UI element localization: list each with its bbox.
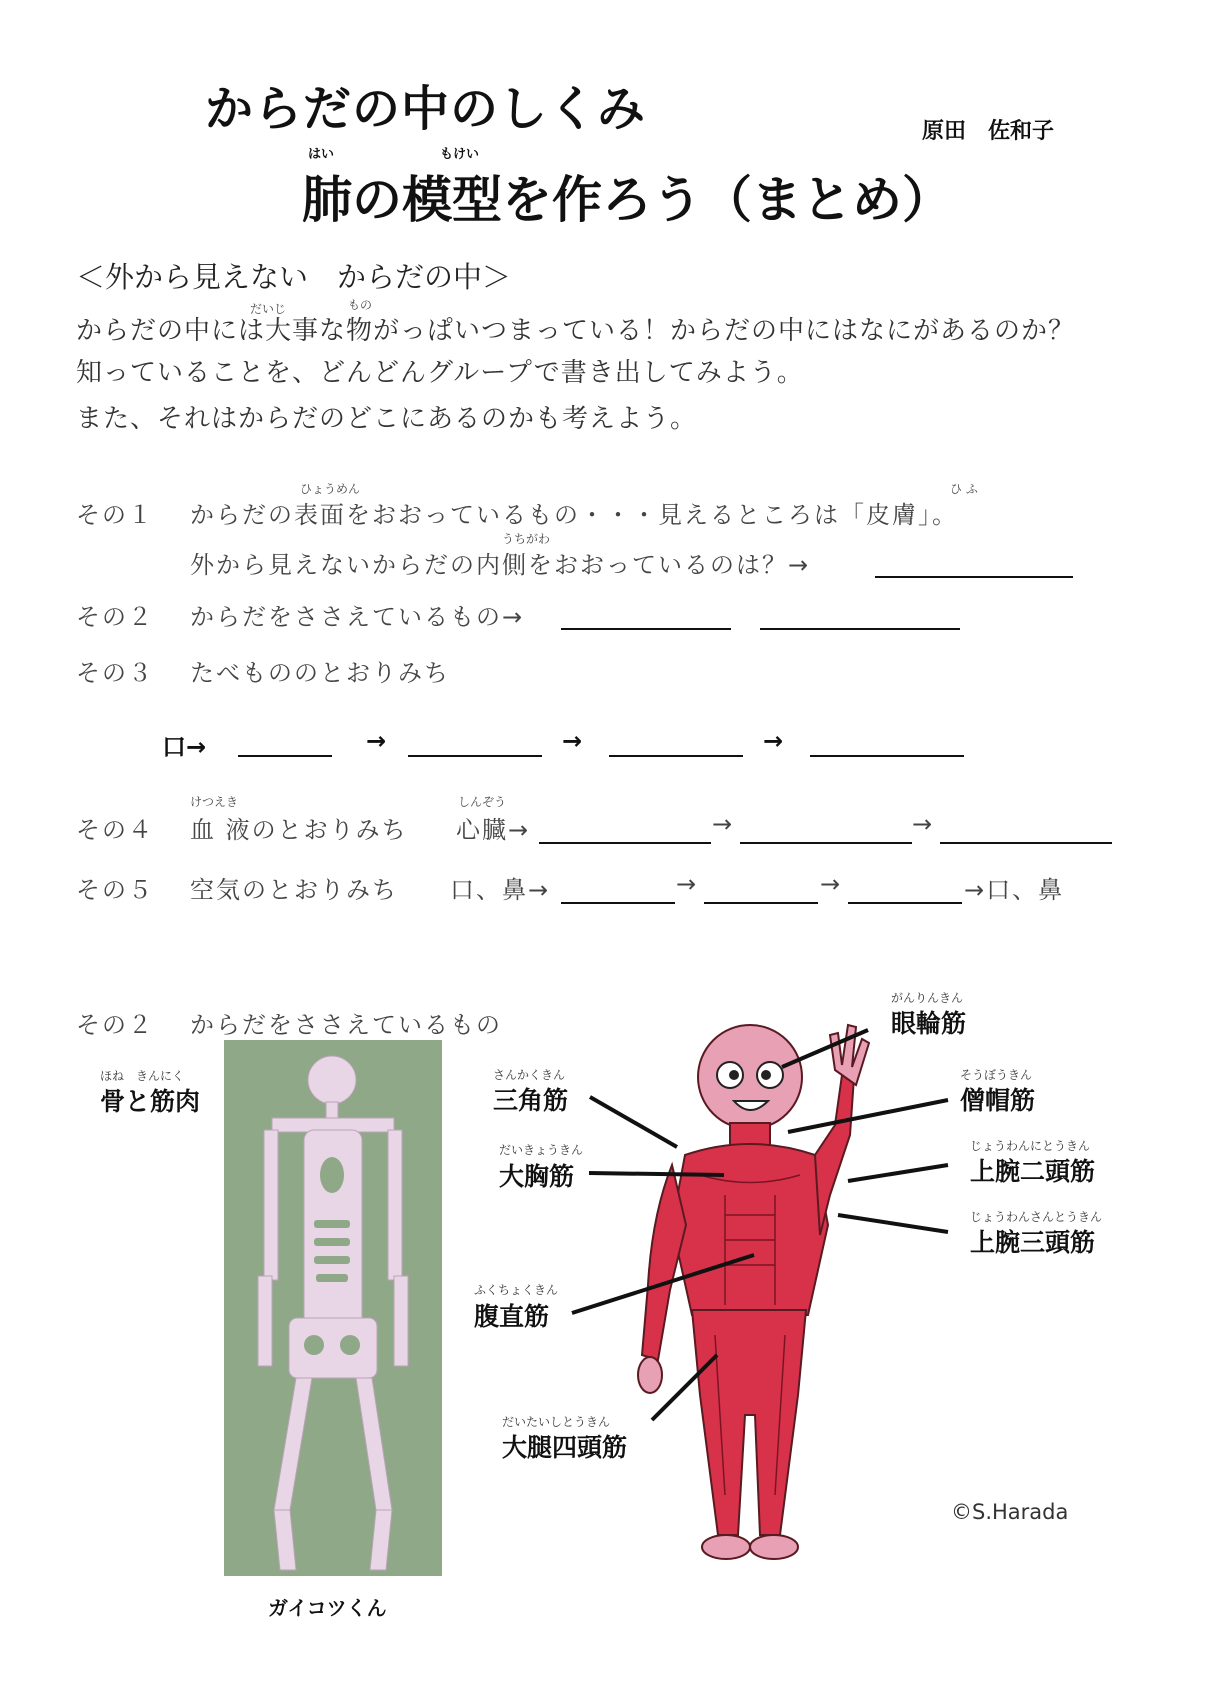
ruby-hai: はい <box>308 147 335 162</box>
q3-flow-start: 口→ <box>162 733 207 761</box>
photo-caption: ガイコツくん <box>268 1596 387 1620</box>
q5-start: 口、鼻→ <box>450 876 551 904</box>
label-fukuchokukin: 腹直筋 <box>474 1302 550 1331</box>
q4-arrow-2: → <box>912 810 935 838</box>
ruby-soubokin: そうぼうきん <box>960 1068 1033 1082</box>
q4-text: 血 液のとおりみち <box>190 816 408 844</box>
q3-text: たべもののとおりみち <box>190 659 450 687</box>
q5-label: その５ <box>76 876 154 904</box>
q1-line-1: からだの表面をおおっているもの・・・見えるところは「皮膚」。 <box>190 501 958 529</box>
intro-line-1: からだの中には大事な物がっぱいつまっている！からだの中にはなにがあるのか？ <box>76 316 1076 346</box>
page-subtitle: 肺の模型を作ろう（まとめ） <box>302 171 952 229</box>
ruby-daitaishitokin: だいたいしとうきん <box>502 1415 611 1429</box>
page-title: からだの中のしくみ <box>205 81 647 137</box>
q5-arrow-1: → <box>676 870 699 898</box>
ruby-jowansantokin: じょうわんさんとうきん <box>970 1210 1103 1224</box>
ruby-hyomen: ひょうめん <box>300 482 361 496</box>
ruby-fukuchokukin: ふくちょくきん <box>474 1283 559 1297</box>
q1-label: その１ <box>76 501 154 529</box>
q3-label: その３ <box>76 659 154 687</box>
author: 原田 佐和子 <box>922 119 1055 144</box>
q2-label: その２ <box>76 603 154 631</box>
q3-arrow-2: → <box>562 727 583 755</box>
label-jowansantokin: 上腕三頭筋 <box>970 1228 1096 1257</box>
section-heading: ＜外から見えない からだの中＞ <box>76 260 512 294</box>
ruby-hifu: ひ ふ <box>950 482 978 496</box>
label-daikyokin: 大胸筋 <box>499 1162 575 1191</box>
q2-text: からだをささえているもの→ <box>190 603 525 631</box>
q3-arrow-3: → <box>763 727 784 755</box>
ruby-sankakukin: さんかくきん <box>493 1068 566 1082</box>
q4-label: その４ <box>76 816 154 844</box>
q4-arrow-1: → <box>712 810 735 838</box>
q5-end: →口、鼻 <box>964 876 1065 904</box>
q5-arrow-2: → <box>820 870 843 898</box>
ruby-ganrinkin: がんりんきん <box>891 991 964 1005</box>
bones-label: 骨と筋肉 <box>100 1087 201 1116</box>
label-soubokin: 僧帽筋 <box>960 1086 1036 1115</box>
ruby-mono: もの <box>348 298 373 312</box>
ruby-uchigawa: うちがわ <box>502 532 551 546</box>
q1-line-2: 外から見えないからだの内側をおおっているのは？→ <box>190 551 811 579</box>
ruby-shinzo: しんぞう <box>458 795 507 809</box>
label-ganrinkin: 眼輪筋 <box>891 1009 967 1038</box>
ruby-ketsueki: けつえき <box>190 795 239 809</box>
q5-text: 空気のとおりみち <box>190 876 398 904</box>
copyright: ©S.Harada <box>951 1500 1069 1524</box>
ruby-bones: ほね きんにく <box>100 1069 185 1083</box>
label-jowannitokin: 上腕二頭筋 <box>970 1157 1096 1186</box>
ruby-daiji: だいじ <box>250 302 287 316</box>
label-sankakukin: 三角筋 <box>493 1086 569 1115</box>
q3-arrow-1: → <box>366 727 387 755</box>
q4-heart: 心臓→ <box>456 816 531 844</box>
ruby-mokei: もけい <box>440 147 480 162</box>
ruby-jowannitokin: じょうわんにとうきん <box>970 1139 1091 1153</box>
bottom-heading: からだをささえているもの <box>190 1011 502 1039</box>
intro-line-3: また、それはからだのどこにあるのかも考えよう。 <box>76 404 698 434</box>
ruby-daikyokin: だいきょうきん <box>499 1143 584 1157</box>
bottom-label: その２ <box>76 1011 154 1039</box>
intro-line-2: 知っていることを、どんどんグループで書き出してみよう。 <box>76 358 804 388</box>
label-daitaishitokin: 大腿四頭筋 <box>502 1433 628 1462</box>
